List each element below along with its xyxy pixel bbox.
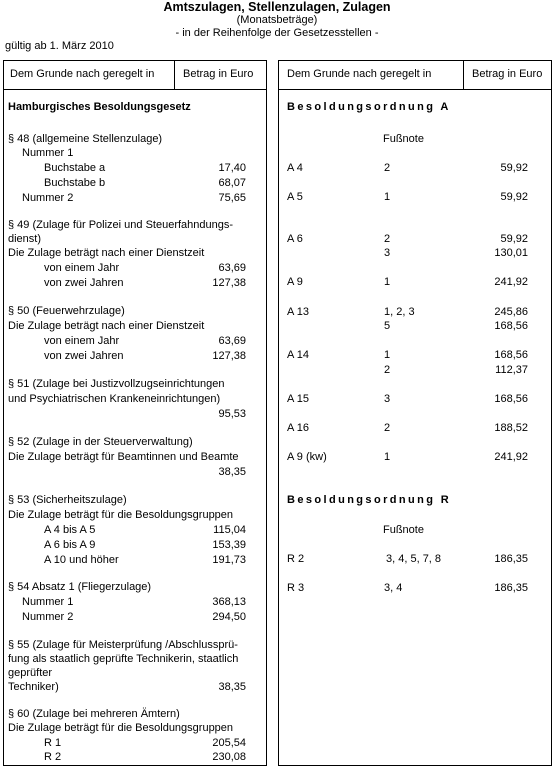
grade-r-amount: 186,35 [494, 582, 528, 594]
s50-y1-label: von einem Jahr [44, 335, 120, 347]
s53-g1-value: 115,04 [213, 524, 246, 536]
grade-a-amount: 59,92 [500, 233, 528, 245]
grade-a-note: 2 [384, 422, 391, 434]
s48-nr1: Nummer 1 [22, 147, 74, 159]
footnote-header-r: Fußnote [383, 524, 424, 536]
s50-y2-value: 127,38 [212, 350, 246, 362]
section-heading-besoldungsordnung-a: Besoldungsordnung A [287, 101, 451, 113]
s53-g3-label: A 10 und höher [44, 554, 119, 566]
left-col-header-basis: Dem Grunde nach geregelt in [10, 68, 155, 80]
grade-r-label: R 3 [287, 582, 305, 594]
left-header-col-divider [174, 60, 175, 89]
grade-a-note: 2 [384, 233, 391, 245]
s54-nr1-value: 368,13 [212, 596, 246, 608]
right-header-col-divider [463, 60, 464, 89]
grade-a-amount: 168,56 [494, 320, 528, 332]
s49-title-line1: § 49 (Zulage für Polizei und Steuerfahndungs- [8, 219, 234, 231]
grade-a-note: 2 [384, 162, 391, 174]
s52-text: Die Zulage beträgt für Beamtinnen und Beamte [8, 451, 239, 463]
grade-a-note: 1 [384, 276, 391, 288]
grade-a-label: A 9 [287, 276, 303, 288]
grade-a-note: 3 [384, 393, 391, 405]
s55-title-line3: geprüfter [8, 667, 53, 679]
grade-a-note: 1 [384, 349, 391, 361]
footnote-header-a: Fußnote [383, 133, 424, 145]
s60-title: § 60 (Zulage bei mehreren Ämtern) [8, 708, 180, 720]
page-title: Amtszulagen, Stellenzulagen, Zulagen [163, 0, 391, 14]
grade-r-note: 3, 4 [384, 582, 403, 594]
grade-a-label: A 4 [287, 162, 303, 174]
section-heading-besoldungsordnung-r: Besoldungsordnung R [287, 494, 452, 506]
s55-title-line2: fung als staatlich geprüfte Technikerin, staatlich [8, 653, 239, 665]
grade-a-amount: 59,92 [500, 191, 528, 203]
grade-a-amount: 59,92 [500, 162, 528, 174]
s55-value: 38,35 [218, 681, 246, 693]
s60-r1-value: 205,54 [212, 737, 246, 749]
s53-title: § 53 (Sicherheitszulage) [8, 494, 127, 506]
s54-nr1-label: Nummer 1 [22, 596, 74, 608]
s60-r1-label: R 1 [44, 737, 62, 749]
page-subtitle: (Monatsbeträge) [236, 14, 318, 26]
grade-a-amount: 245,86 [494, 306, 528, 318]
grade-a-amount: 112,37 [495, 364, 528, 376]
grade-a-note: 1 [384, 451, 391, 463]
s54-title: § 54 Absatz 1 (Fliegerzulage) [8, 581, 152, 593]
s60-r2-value: 230,08 [212, 751, 246, 763]
grade-a-amount: 188,52 [494, 422, 528, 434]
grade-a-label: A 5 [287, 191, 303, 203]
s49-text: Die Zulage beträgt nach einer Dienstzeit [8, 247, 205, 259]
page-subtitle-order: - in der Reihenfolge der Gesetzesstellen - [175, 27, 379, 39]
s50-text: Die Zulage beträgt nach einer Dienstzeit [8, 320, 205, 332]
grade-r-amount: 186,35 [494, 553, 528, 565]
right-col-header-amount: Betrag in Euro [472, 68, 543, 80]
s48-b-value: 68,07 [218, 177, 246, 189]
grade-a-label: A 6 [287, 233, 303, 245]
s60-r2-label: R 2 [44, 751, 62, 763]
s48-nr2-label: Nummer 2 [22, 192, 74, 204]
s52-value: 38,35 [218, 466, 246, 478]
s51-title-line1: § 51 (Zulage bei Justizvollzugseinrichtungen [8, 378, 225, 390]
left-col-header-amount: Betrag in Euro [183, 68, 254, 80]
left-header-divider [3, 89, 267, 90]
s50-title: § 50 (Feuerwehrzulage) [8, 305, 125, 317]
s52-title: § 52 (Zulage in der Steuerverwaltung) [8, 436, 193, 448]
grade-a-note: 1 [384, 191, 391, 203]
s48-a-value: 17,40 [218, 162, 246, 174]
s48-b-label: Buchstabe b [44, 177, 106, 189]
grade-a-amount: 241,92 [494, 276, 528, 288]
s53-g1-label: A 4 bis A 5 [44, 524, 96, 536]
grade-r-note: 3, 4, 5, 7, 8 [386, 553, 442, 565]
s48-a-label: Buchstabe a [44, 162, 106, 174]
grade-r-label: R 2 [287, 553, 305, 565]
grade-a-amount: 241,92 [494, 451, 528, 463]
s49-title-line2: dienst) [8, 233, 42, 245]
s55-title-line1: § 55 (Zulage für Meisterprüfung /Abschlussprü- [8, 639, 238, 651]
section-heading-hmbbesg: Hamburgisches Besoldungsgesetz [8, 101, 191, 113]
s55-title-line4: Techniker) [8, 681, 59, 693]
grade-a-label: A 14 [287, 349, 310, 361]
grade-a-label: A 15 [287, 393, 310, 405]
grade-a-note: 3 [384, 247, 391, 259]
s53-g3-value: 191,73 [212, 554, 246, 566]
grade-a-note: 2 [384, 364, 391, 376]
s53-g2-label: A 6 bis A 9 [44, 539, 96, 551]
grade-a-amount: 168,56 [494, 349, 528, 361]
grade-a-label: A 16 [287, 422, 310, 434]
right-header-divider [278, 89, 552, 90]
s49-y2-label: von zwei Jahren [44, 277, 124, 289]
s48-title: § 48 (allgemeine Stellenzulage) [8, 133, 163, 145]
s51-value: 95,53 [218, 408, 246, 420]
s49-y1-label: von einem Jahr [44, 262, 120, 274]
s54-nr2-label: Nummer 2 [22, 611, 74, 623]
s49-y2-value: 127,38 [212, 277, 246, 289]
grade-a-note: 5 [384, 320, 391, 332]
s51-title-line2: und Psychiatrischen Krankeneinrichtungen) [8, 393, 221, 405]
s53-text: Die Zulage beträgt für die Besoldungsgruppen [8, 509, 234, 521]
s60-text: Die Zulage beträgt für die Besoldungsgruppen [8, 722, 234, 734]
grade-a-label: A 13 [287, 306, 310, 318]
s49-y1-value: 63,69 [218, 262, 246, 274]
grade-a-note: 1, 2, 3 [384, 306, 415, 318]
s53-g2-value: 153,39 [212, 539, 246, 551]
validity-date: gültig ab 1. März 2010 [5, 40, 114, 52]
s50-y2-label: von zwei Jahren [44, 350, 124, 362]
right-col-header-basis: Dem Grunde nach geregelt in [287, 68, 432, 80]
s50-y1-value: 63,69 [218, 335, 246, 347]
s48-nr2-value: 75,65 [218, 192, 246, 204]
grade-a-amount: 130,01 [494, 247, 528, 259]
grade-a-label: A 9 (kw) [287, 451, 327, 463]
s54-nr2-value: 294,50 [212, 611, 246, 623]
grade-a-amount: 168,56 [494, 393, 528, 405]
